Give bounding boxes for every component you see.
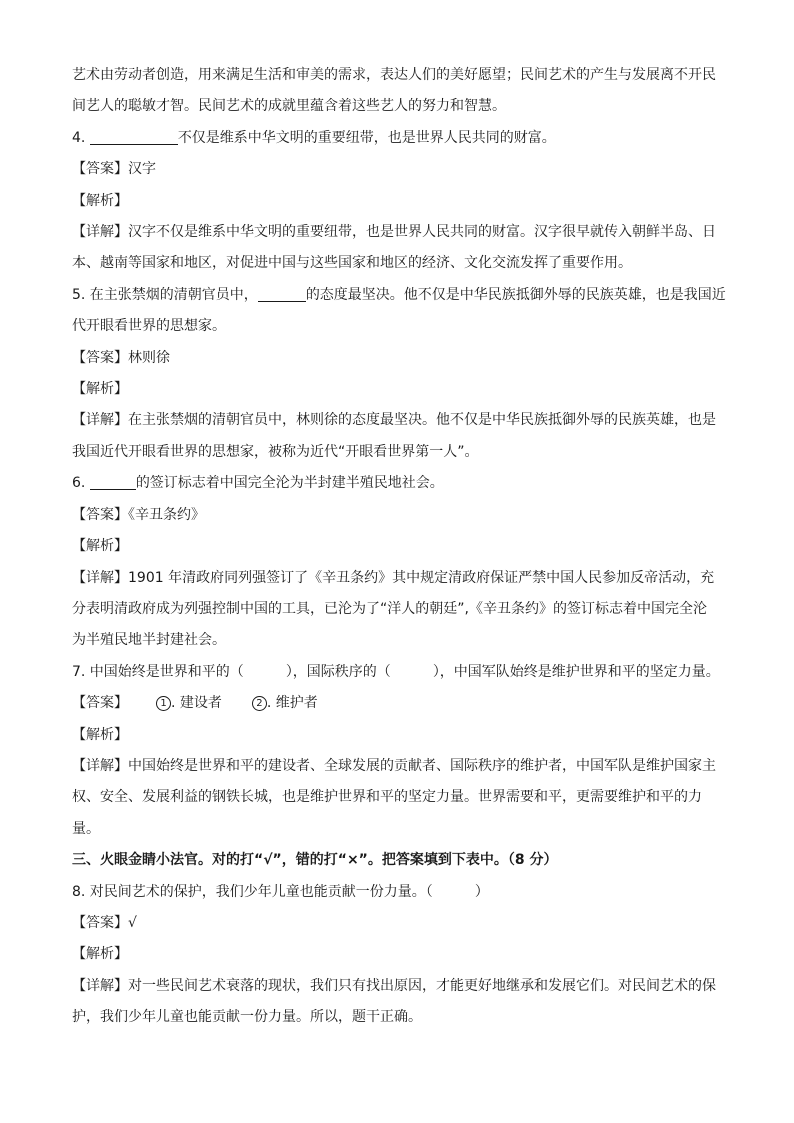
detail-line: [72, 437, 722, 468]
paragraph-text: 间艺人的聪敏才智。民间艺术的成就里蕴含着这些艺人的努力和智慧。: [72, 98, 506, 115]
detail-tag: 【详解】: [72, 757, 128, 774]
question-4: [72, 123, 722, 154]
detail-line: [72, 1002, 722, 1033]
question-text: 8. 对民间艺术的保护，我们少年儿童也能贡献一份力量。（: [72, 883, 433, 900]
answer-text: . 维护者: [266, 695, 318, 712]
question-text: ）: [474, 883, 489, 900]
detail-text: 量。: [72, 820, 100, 837]
detail-text: 分表明清政府成为列强控制中国的工具，已沦为了“洋人的朝廷”,《辛丑条约》的签订标志着中国完全沦: [72, 600, 707, 617]
detail-text: 1901 年清政府同列强签订了《辛丑条约》其中规定清政府保证严禁中国人民参加反帝活动，充: [128, 569, 715, 586]
answer-line: [72, 908, 722, 939]
analysis-line: [72, 531, 722, 562]
paragraph-text: 艺术由劳动者创造，用来满足生活和审美的需求，表达人们的美好愿望；民间艺术的产生与发展离不开民: [72, 67, 716, 83]
analysis-tag: 【解析】: [72, 726, 128, 743]
circled-number: 1: [156, 696, 171, 711]
detail-line: [72, 782, 722, 813]
answer-text: . 建设者: [171, 695, 222, 712]
answer-tag: 【答案】: [72, 506, 128, 523]
answer-text: 《辛丑条约》: [128, 506, 205, 523]
detail-line: [72, 971, 722, 1002]
answer-line: [72, 154, 722, 185]
detail-text: 为半殖民地半封建社会。: [72, 632, 226, 649]
analysis-tag: 【解析】: [72, 946, 128, 963]
answer-line: [72, 500, 722, 531]
answer-blank: [90, 473, 136, 490]
answer-text: √: [128, 914, 137, 931]
answer-text: 林则徐: [128, 349, 170, 366]
answer-tag: 【答案】: [72, 349, 128, 366]
analysis-line: [72, 720, 722, 751]
detail-tag: 【详解】: [72, 569, 128, 586]
question-6: [72, 468, 722, 499]
analysis-tag: 【解析】: [72, 381, 128, 398]
circled-number: 2: [252, 696, 267, 711]
question-text: 5. 在主张禁烟的清朝官员中，: [72, 286, 258, 303]
detail-text: 在主张禁烟的清朝官员中，林则徐的态度最坚决。他不仅是中华民族抵御外辱的民族英雄，也是: [128, 412, 716, 429]
question-8: [72, 877, 722, 908]
answer-tag: 【答案】: [72, 914, 128, 931]
question-text: ），中国军队始终是维护世界和平的坚定力量。: [432, 663, 720, 680]
answer-blank: [258, 285, 306, 302]
detail-text: 权、安全、发展利益的钢铁长城，也是维护世界和平的坚定力量。世界需要和平，更需要维护和平的力: [72, 789, 702, 806]
question-7: [72, 657, 722, 688]
analysis-line: [72, 939, 722, 970]
text-line: [72, 60, 722, 91]
analysis-tag: 【解析】: [72, 192, 128, 209]
detail-line: [72, 594, 722, 625]
question-text: 不仅是维系中华文明的重要纽带，也是世界人民共同的财富。: [177, 129, 556, 146]
detail-text: 汉字不仅是维系中华文明的重要纽带，也是世界人民共同的财富。汉字很早就传入朝鲜半岛、日: [128, 224, 716, 241]
question-text: 7. 中国始终是世界和平的（: [72, 663, 244, 680]
analysis-line: [72, 186, 722, 217]
answer-tag: 【答案】: [72, 161, 128, 178]
answer-blank: [90, 128, 178, 145]
detail-line: [72, 217, 722, 248]
analysis-line: [72, 374, 722, 405]
detail-tag: 【详解】: [72, 977, 128, 994]
detail-line: [72, 248, 722, 279]
detail-line: [72, 563, 722, 594]
detail-text: 护，我们少年儿童也能贡献一份力量。所以，题干正确。: [72, 1009, 422, 1026]
section-title: 三、火眼金睛小法官。对的打“√”，错的打“×”。把答案填到下表中。（8 分）: [72, 852, 558, 869]
detail-line: [72, 814, 722, 845]
analysis-tag: 【解析】: [72, 538, 128, 555]
detail-line: [72, 625, 722, 656]
detail-text: 本、越南等国家和地区，对促进中国与这些国家和地区的经济、文化交流发挥了重要作用。: [72, 255, 632, 272]
detail-text: 中国始终是世界和平的建设者、全球发展的贡献者、国际秩序的维护者，中国军队是维护国家主: [128, 757, 716, 774]
text-line: [72, 311, 722, 342]
question-number: 6.: [72, 475, 90, 492]
answer-line: [72, 688, 722, 719]
document-page: [72, 60, 726, 1034]
detail-line: [72, 751, 722, 782]
answer-text: 汉字: [128, 161, 156, 178]
detail-text: 我国近代开眼看世界的思想家，被称为近代“开眼看世界第一人”。: [72, 443, 479, 460]
question-text: 代开眼看世界的思想家。: [72, 318, 226, 335]
text-line: [72, 91, 722, 122]
question-text: 的态度最坚决。他不仅是中华民族抵御外辱的民族英雄，也是我国近: [305, 286, 726, 303]
question-text: ），国际秩序的（: [285, 663, 391, 680]
detail-tag: 【详解】: [72, 412, 128, 429]
detail-tag: 【详解】: [72, 224, 128, 241]
section-heading: [72, 845, 722, 876]
question-text: 的签订标志着中国完全沦为半封建半殖民地社会。: [135, 475, 444, 492]
question-number: 4.: [72, 129, 90, 146]
detail-text: 对一些民间艺术衰落的现状，我们只有找出原因，才能更好地继承和发展它们。对民间艺术的保: [128, 977, 716, 994]
detail-line: [72, 405, 722, 436]
question-5: [72, 280, 726, 311]
answer-tag: 【答案】: [72, 695, 128, 712]
answer-line: [72, 343, 722, 374]
